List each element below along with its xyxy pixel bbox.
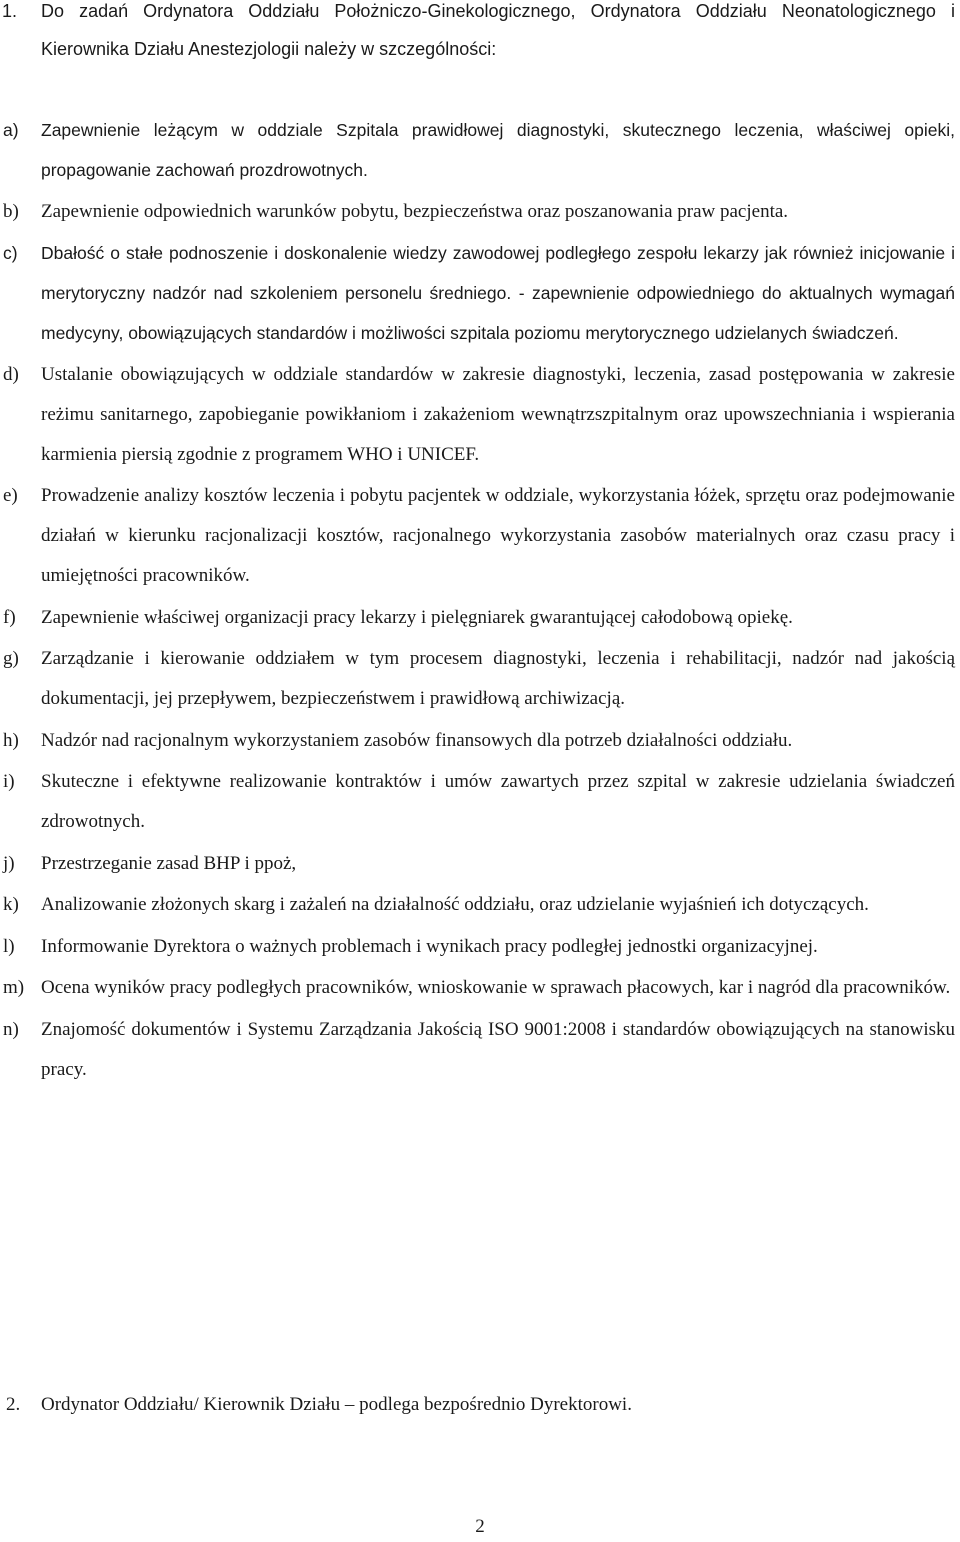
list-item-text: Informowanie Dyrektora o ważnych problemach i wynikach pracy podległej jednostki organizacyjnej. xyxy=(41,935,818,957)
list-item-text: Zarządzanie i kierowanie oddziałem w tym procesem diagnostyki, leczenia i rehabilitacji, nadzór nad jakością dokumentacji, jej przepływem, bezpieczeństwem i prawidłową archiwizacją. xyxy=(41,648,955,709)
list-item-e xyxy=(0,476,955,596)
list-item-text: Prowadzenie analizy kosztów leczenia i pobytu pacjentek w oddziale, wykorzystania łóżek, sprzętu oraz podejmowanie działań w kierunku racjonalizacji kosztów, racjonalnego wykorzystania zasobów materialnych oraz czasu pracy i umiejętności pracowników. xyxy=(41,485,955,586)
duties-list xyxy=(0,110,955,1091)
list-item-k xyxy=(0,885,955,925)
list-item-text: Dbałość o stałe podnoszenie i doskonalenie wiedzy zawodowej podległego zespołu lekarzy jak również inicjowanie i merytoryczny nadzór nad szkoleniem personelu średniego. - zapewnienie odpowiedniego do aktualnych wymagań medycyny, obowiązujących standardów i możliwości szpitala poziomu merytorycznego udzielanych świadczeń. xyxy=(41,243,955,343)
list-item-text: Przestrzeganie zasad BHP i ppoż, xyxy=(41,852,297,874)
list-item-n xyxy=(0,1010,955,1090)
list-item-d xyxy=(0,355,955,475)
list-item-text: Zapewnienie właściwej organizacji pracy lekarzy i pielęgniarek gwarantującej całodobową opiekę. xyxy=(41,606,793,628)
section-2-number: 2. xyxy=(6,1394,21,1415)
section-1-text: Do zadań Ordynatora Oddziału Położniczo-Ginekologicznego, Ordynatora Oddziału Neonatologicznego i Kierownika Działu Anestezjologii należy w szczególności: xyxy=(41,1,955,59)
list-item-g xyxy=(0,639,955,719)
list-item-text: Ocena wyników pracy podległych pracowników, wnioskowanie w sprawach płacowych, kar i nagród dla pracowników. xyxy=(41,977,951,998)
list-item-text: Nadzór nad racjonalnym wykorzystaniem zasobów finansowych dla potrzeb działalności oddziału. xyxy=(41,729,793,751)
section-1 xyxy=(0,0,955,68)
list-item-j xyxy=(0,844,955,884)
list-item-label: f) xyxy=(3,606,16,628)
section-1-number: 1. xyxy=(2,1,18,21)
list-item-label: j) xyxy=(3,852,15,874)
list-item-text: Zapewnienie odpowiednich warunków pobytu, bezpieczeństwa oraz poszanowania praw pacjenta. xyxy=(41,200,789,222)
list-item-label: n) xyxy=(3,1018,19,1040)
list-item-label: c) xyxy=(3,243,18,263)
list-item-text: Ustalanie obowiązujących w oddziale standardów w zakresie diagnostyki, leczenia, zasad postępowania w zakresie reżimu sanitarnego, zapobieganie powikłaniom i zakażeniom wewnątrzszpitalnym oraz upowszechniania i wspierania karmienia piersią zgodnie z programem WHO i UNICEF. xyxy=(41,363,955,465)
list-item-label: i) xyxy=(3,771,15,792)
list-item-i xyxy=(0,762,955,842)
list-item-c xyxy=(0,233,955,353)
section-2-text: Ordynator Oddziału/ Kierownik Działu – podlega bezpośrednio Dyrektorowi. xyxy=(41,1394,632,1415)
list-item-label: e) xyxy=(3,485,18,506)
list-item-label: k) xyxy=(3,894,19,915)
list-item-text: Analizowanie złożonych skarg i zażaleń na działalność oddziału, oraz udzielanie wyjaśnień ich dotyczących. xyxy=(41,894,869,915)
list-item-text: Zapewnienie leżącym w oddziale Szpitala prawidłowej diagnostyki, skutecznego leczenia, właściwej opieki, propagowanie zachowań prozdrowotnych. xyxy=(41,120,955,180)
list-item-l xyxy=(0,927,955,967)
list-item-f xyxy=(0,598,955,638)
list-item-h xyxy=(0,721,955,761)
list-item-label: a) xyxy=(3,120,19,140)
list-item-b xyxy=(0,192,955,232)
list-item-m xyxy=(0,968,955,1008)
list-item-a xyxy=(0,110,955,190)
list-item-label: m) xyxy=(3,977,25,998)
list-item-label: h) xyxy=(3,729,19,751)
list-item-label: b) xyxy=(3,200,19,222)
section-2 xyxy=(0,1386,955,1424)
list-item-label: g) xyxy=(3,648,19,669)
list-item-text: Znajomość dokumentów i Systemu Zarządzania Jakością ISO 9001:2008 i standardów obowiązujących na stanowisku pracy. xyxy=(41,1018,955,1080)
page-number: 2 xyxy=(475,1516,485,1537)
list-item-label: l) xyxy=(3,935,15,957)
list-item-text: Skuteczne i efektywne realizowanie kontraktów i umów zawartych przez szpital w zakresie udzielania świadczeń zdrowotnych. xyxy=(41,771,955,832)
list-item-label: d) xyxy=(3,363,19,385)
